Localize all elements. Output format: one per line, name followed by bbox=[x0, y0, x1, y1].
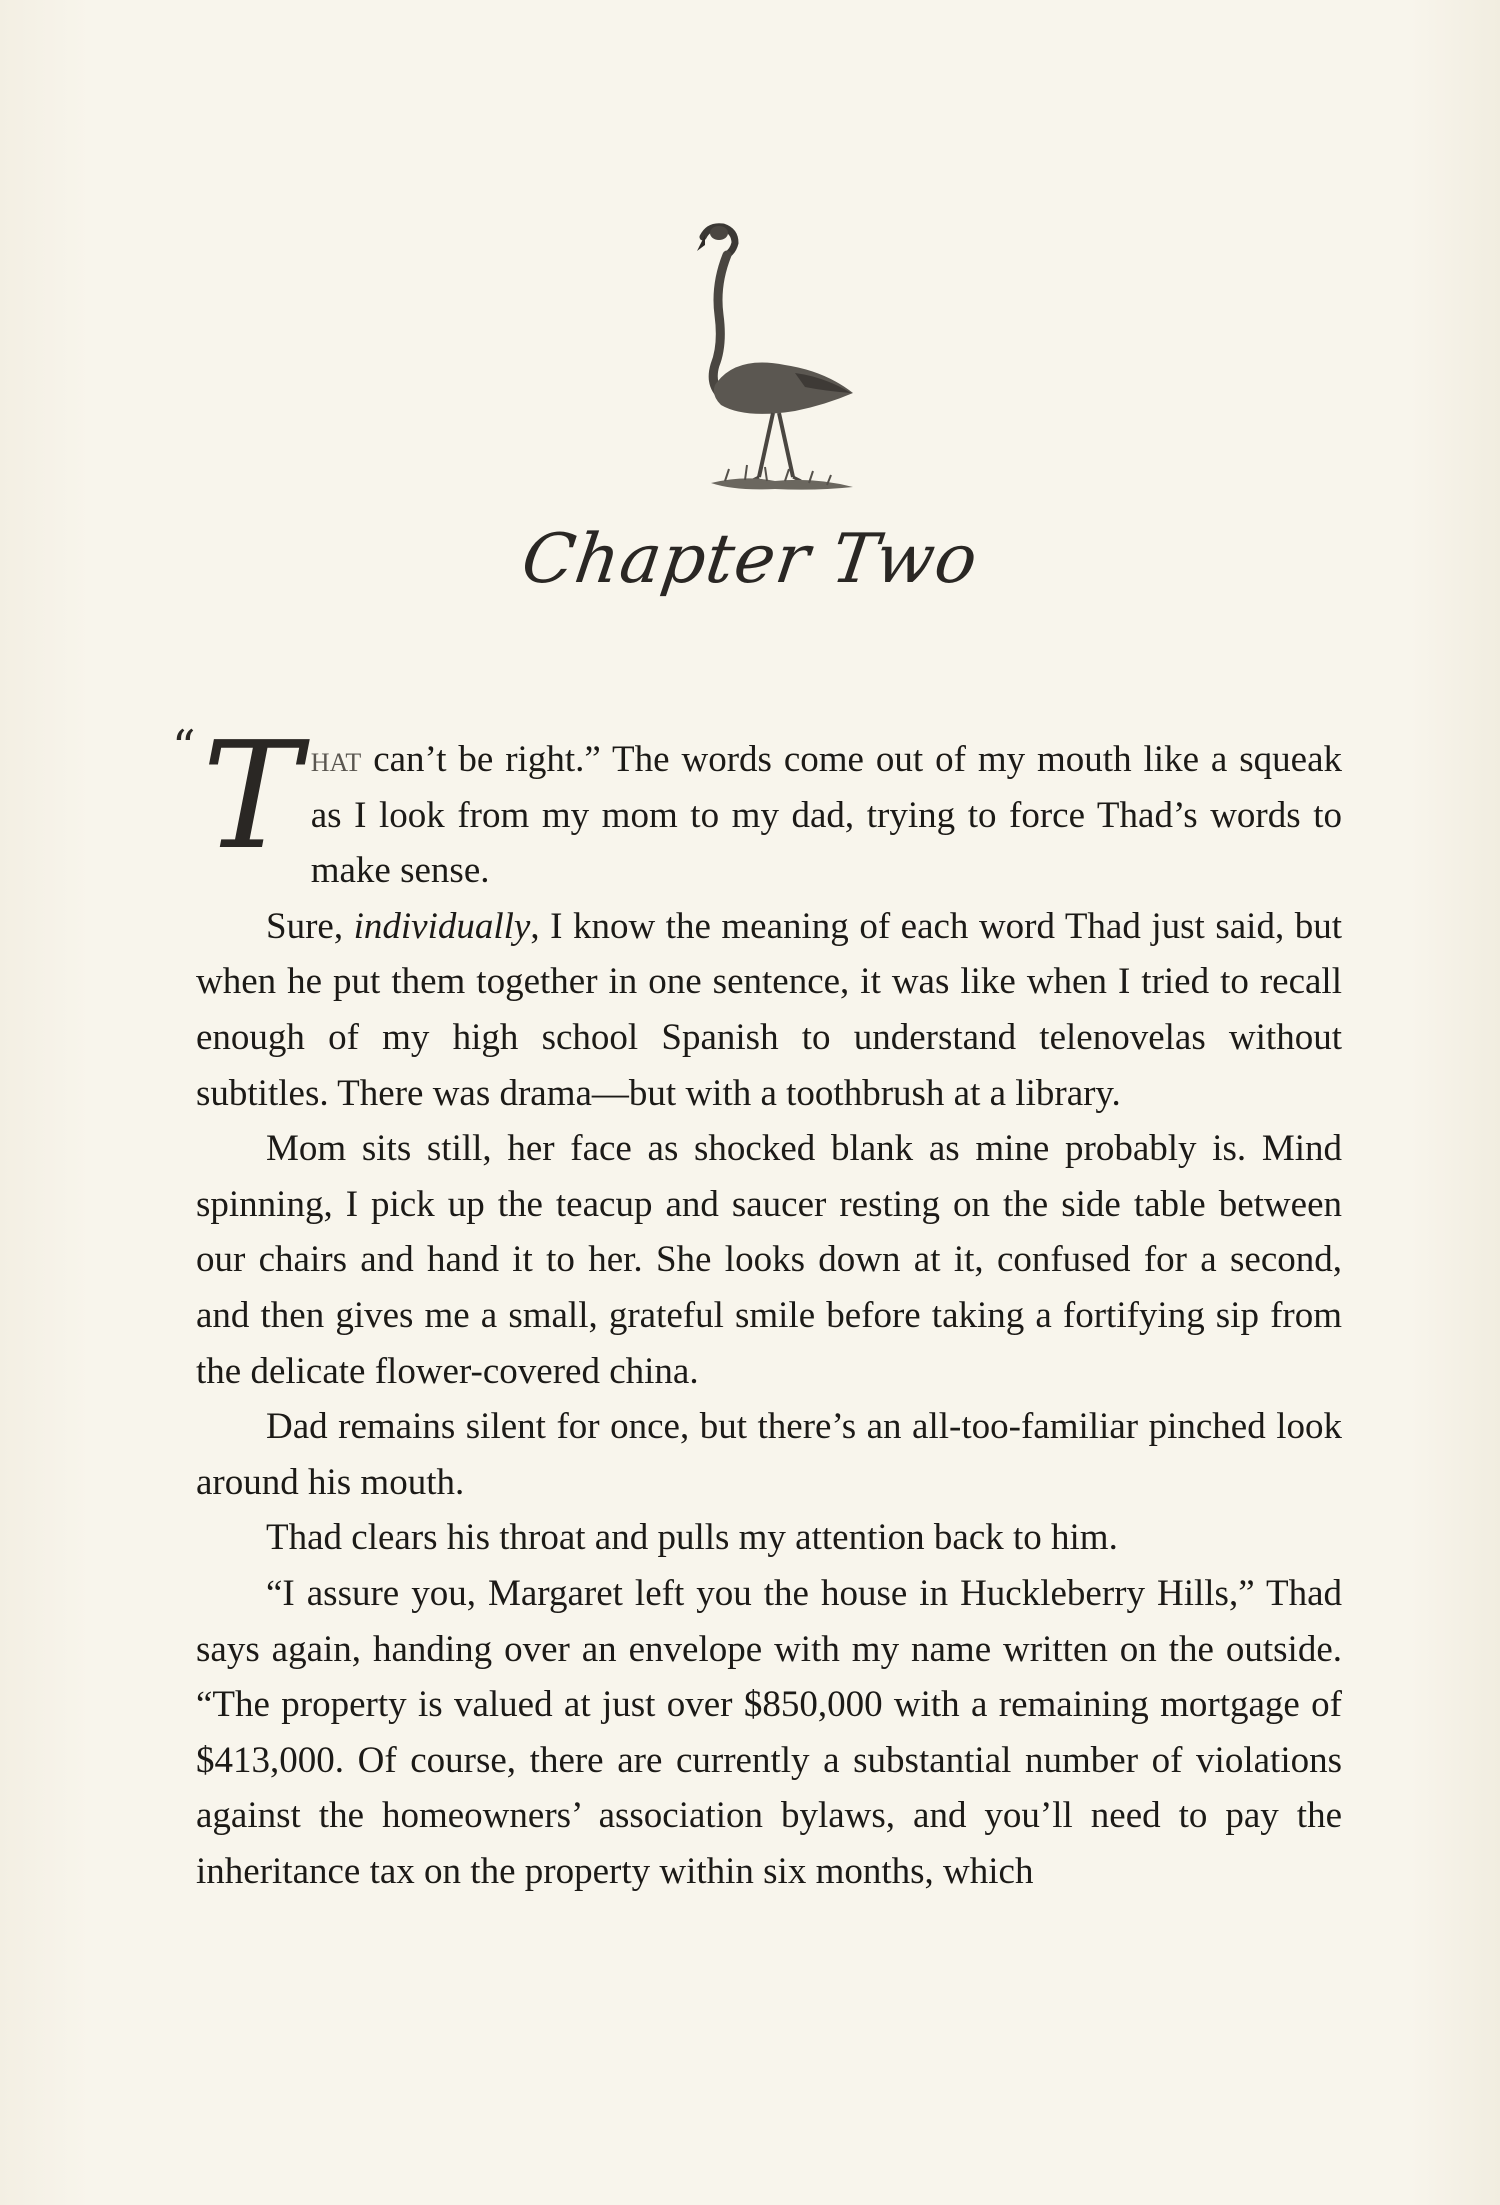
paragraph-5: Thad clears his throat and pulls my attention back to him. bbox=[266, 1517, 1118, 1559]
chapter-title: Chapter Two bbox=[517, 520, 983, 599]
paragraph-1 bbox=[172, 710, 1342, 899]
paragraph-2-start: Sure, bbox=[266, 905, 354, 947]
dropcap-letter: T bbox=[202, 710, 301, 882]
paragraph-4: Dad remains silent for once, but there’s an all-too-familiar pinched look around his mouth. bbox=[196, 1406, 1342, 1503]
paragraph-2-text: , I know the meaning of each word Thad just said, but when he put them together in one sentence, it was like when I tried to recall enough of my high school Spanish to understand telenovelas without subtitles. There was drama—but with a toothbrush at a library. bbox=[196, 905, 1342, 1114]
dropcap-quote: “ bbox=[172, 720, 196, 774]
paragraph-2-emphasis: individually bbox=[353, 905, 531, 947]
paragraph-6: “I assure you, Margaret left you the house in Huckleberry Hills,” Thad says again, handing over an envelope with my name written on the outside. “The property is valued at just over $850,000 with a remaining mortgage of $413,000. Of course, there are currently a substantial number of violations against the homeowners’ association bylaws, and you’ll need to pay the inheritance tax on the property within six months, which bbox=[196, 1572, 1342, 1892]
paragraph-1-text: can’t be right.” The words come out of my mouth like a squeak as I look from my mom to my dad, trying to force Thad’s words to make sense. bbox=[310, 739, 1342, 892]
chapter-body bbox=[172, 710, 1342, 1899]
flamingo-illustration bbox=[675, 215, 875, 505]
paragraph-2 bbox=[196, 899, 1342, 1121]
first-word-rest: hat bbox=[310, 739, 362, 780]
paragraph-3: Mom sits still, her face as shocked blank as mine probably is. Mind spinning, I pick up the teacup and saucer resting on the side table between our chairs and hand it to her. She looks down at it, confused for a second, and then gives me a small, grateful smile before taking a fortifying sip from the delicate flower-covered china. bbox=[196, 1128, 1342, 1392]
